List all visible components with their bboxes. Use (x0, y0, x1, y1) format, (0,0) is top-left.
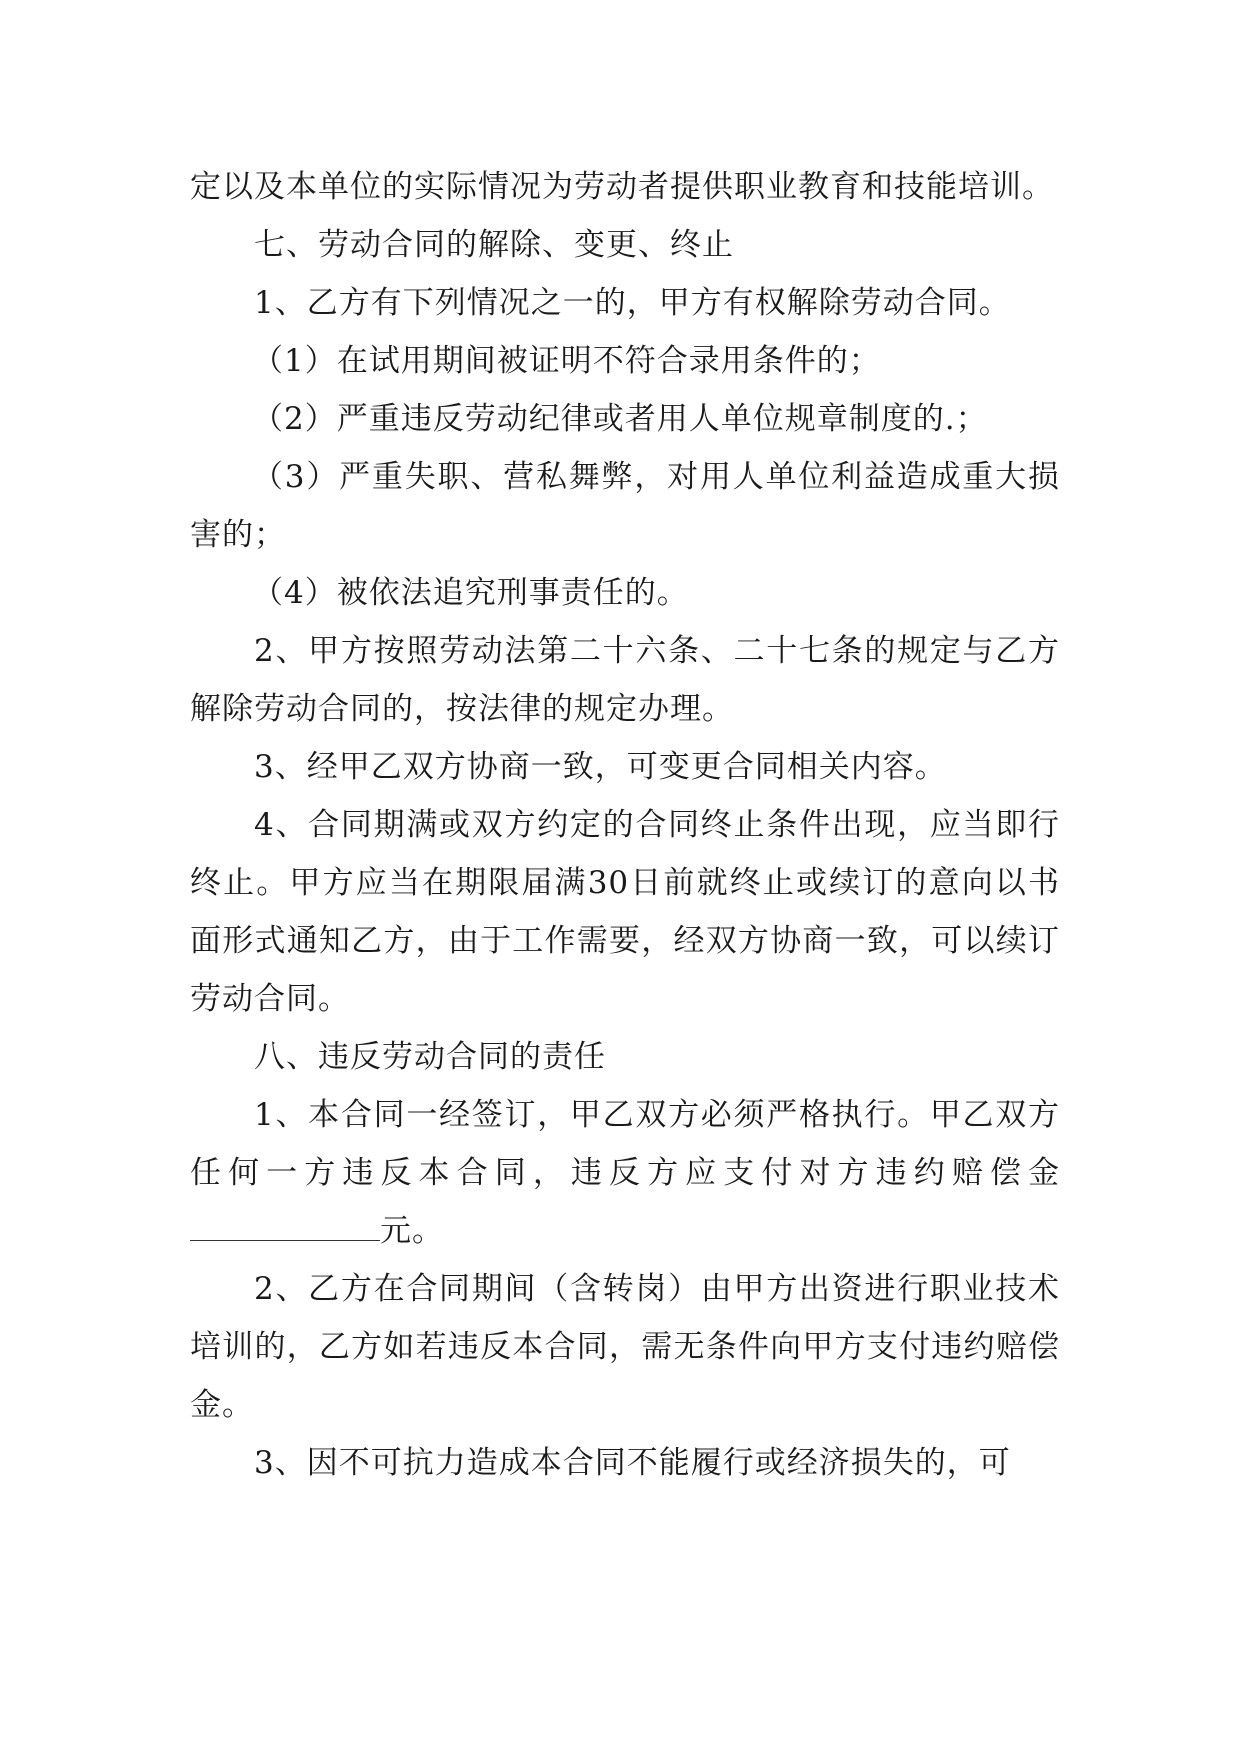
clause-8-1 (190, 1086, 1060, 1260)
clause-8-1-text: 1、本合同一经签订，甲乙双方必须严格执行。甲乙双方任何一方违反本合同，违反方应支付对方违约赔偿金 (190, 1097, 1060, 1191)
section-heading-liability: 八、违反劳动合同的责任 (254, 1039, 606, 1075)
clause-7-1-item-2: （2）严重违反劳动纪律或者用人单位规章制度的.； (252, 401, 988, 437)
penalty-amount-blank (190, 1210, 380, 1241)
clause-8-2: 2、乙方在合同期间（含转岗）由甲方出资进行职业技术培训的，乙方如若违反本合同，需无条件向甲方支付违约赔偿金。 (190, 1271, 1060, 1423)
clause-7-4: 4、合同期满或双方约定的合同终止条件出现，应当即行终止。甲方应当在期限届满30日前就终止或续订的意向以书面形式通知乙方，由于工作需要，经双方协商一致，可以续订劳动合同。 (190, 807, 1060, 1017)
document-page (190, 158, 1060, 1492)
clause-7-1-item-3: （3）严重失职、营私舞弊，对用人单位利益造成重大损害的； (190, 459, 1060, 553)
paragraph-continuation: 定以及本单位的实际情况为劳动者提供职业教育和技能培训。 (190, 169, 1054, 205)
clause-7-3: 3、经甲乙双方协商一致，可变更合同相关内容。 (254, 749, 947, 785)
clause-7-1: 1、乙方有下列情况之一的，甲方有权解除劳动合同。 (254, 285, 1011, 321)
clause-8-3: 3、因不可抗力造成本合同不能履行或经济损失的，可 (254, 1445, 1011, 1481)
clause-7-2: 2、甲方按照劳动法第二十六条、二十七条的规定与乙方解除劳动合同的，按法律的规定办理。 (190, 633, 1060, 727)
clause-7-1-item-1: （1）在试用期间被证明不符合录用条件的； (252, 343, 881, 379)
clause-8-1-unit: 元。 (380, 1213, 444, 1249)
clause-7-1-item-4: （4）被依法追究刑事责任的。 (252, 575, 689, 611)
section-heading-termination: 七、劳动合同的解除、变更、终止 (254, 227, 734, 263)
